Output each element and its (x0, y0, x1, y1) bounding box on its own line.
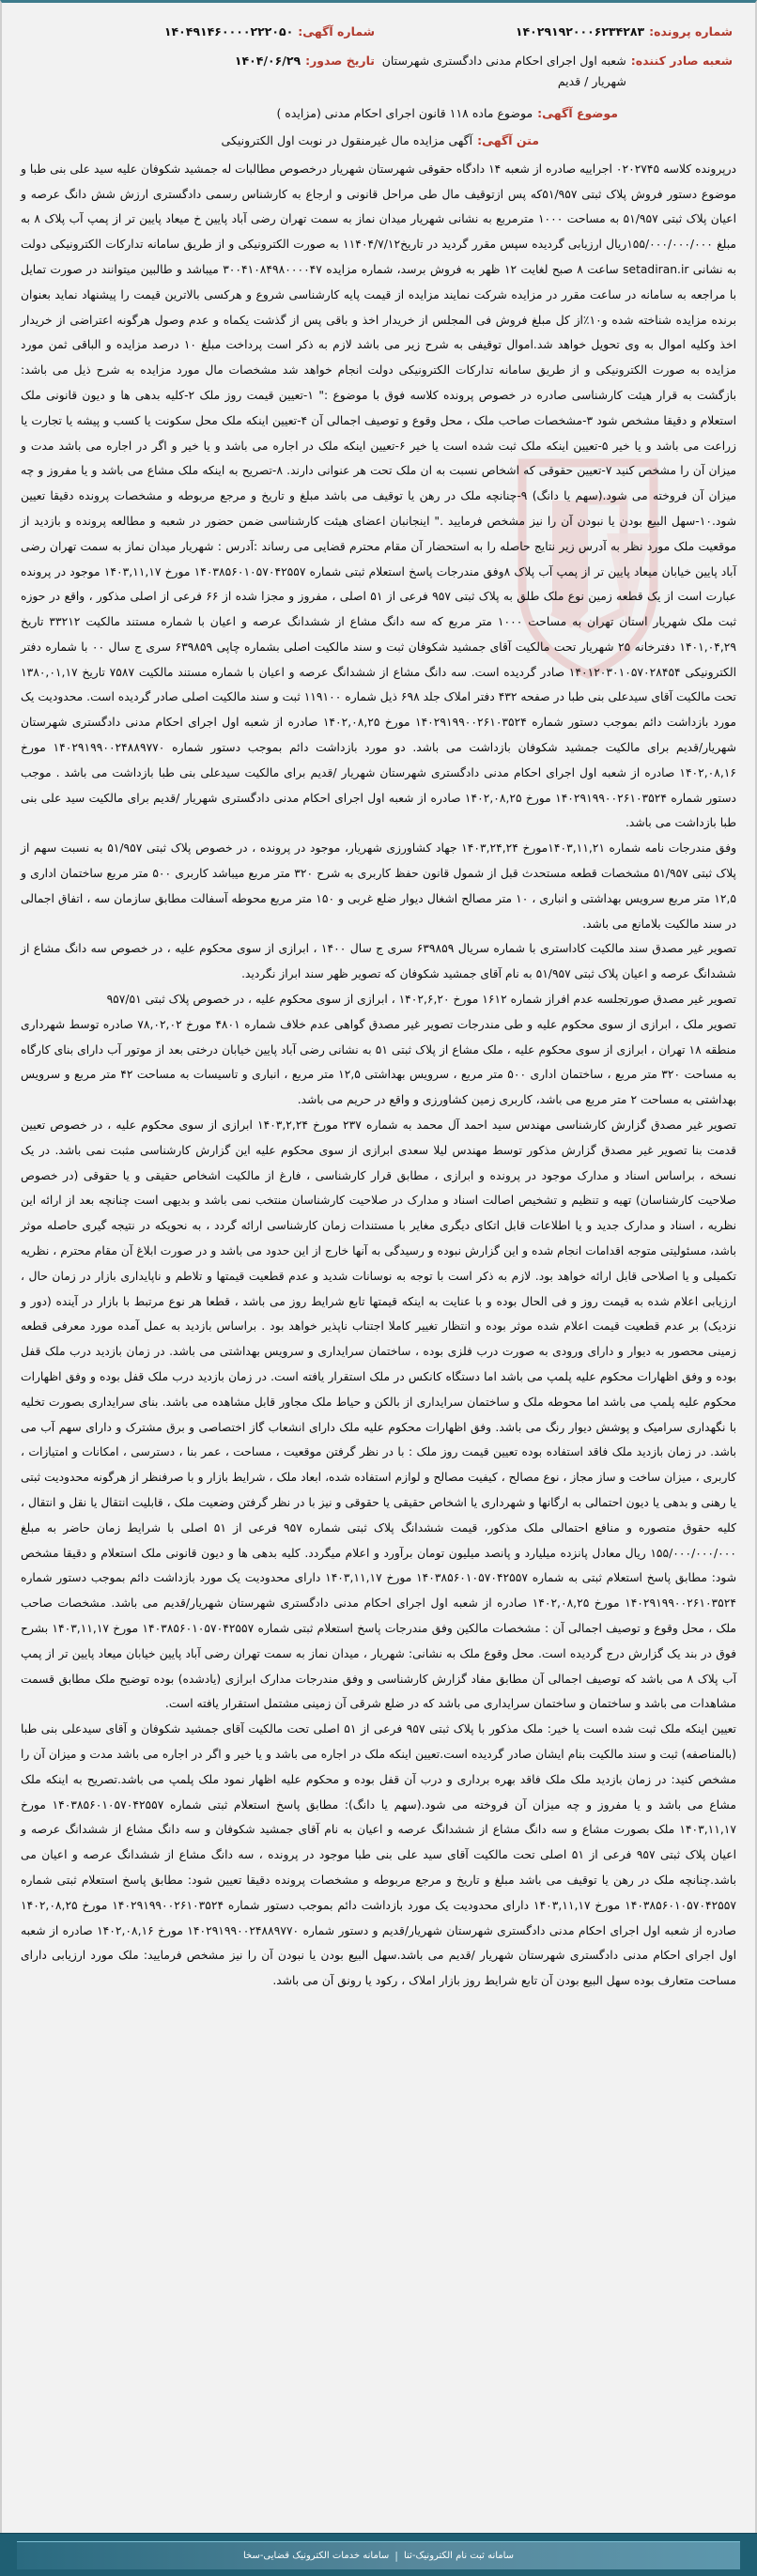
footer-links (238, 2550, 519, 2562)
issue-date-field (17, 51, 378, 70)
footer-separator: | (394, 2549, 398, 2562)
ad-number-value: ۱۴۰۴۹۱۴۶۰۰۰۰۲۲۲۰۵۰ (163, 24, 294, 39)
announcement-body (17, 157, 740, 1994)
footer-link-sakha[interactable]: سامانه ثبت نام الکترونیک-ثنا (403, 2550, 515, 2561)
body-paragraph: تعیین اینکه ملک ثبت شده است یا خیر: ملک مذکور با پلاک ثبتی ۹۵۷ فرعی از ۵۱ اصلی تحت مالکیت آقای جمشید شکوفان و آقای سیدعلی بنی طبا (بالمناصفه) ثبت و سند مالکیت بنام ایشان صادر گردیده است.تعیین اینکه ملک در اجاره می باشد و یا خیر و اگر در اجاره می باشد مدت و میزان آن را مشخص کنید: در زمان بازدید ملک ملک فاقد بهره برداری و درب آن قفل بوده و محکوم علیه اظهار نمود ملک پلمپ می باشد.تصریح به اینکه ملک مشاع می باشد و یا مفروز و چه میزان آن فروخته می شود.(سهم یا دانگ): مطابق پاسخ استعلام ثبتی شماره ۱۴۰۳۸۵۶۰۱۰۵۷۰۴۲۵۵۷ مورخ ۱۴۰۳,۱۱,۱۷ ملک بصورت مشاع و سه دانگ مشاع از ششدانگ عرصه و اعیان به نام آقای جمشید شکوفان و سه دانگ مشاع از ششدانگ عرصه و اعیان پلاک ثبتی ۹۵۷ فرعی از ۵۱ اصلی تحت مالکیت آقای سید علی بنی طبا موجود در پرونده ، سه دانگ مشاع از ششدانگ عرصه و اعیان می باشد.چنانچه ملک در رهن یا توقیف می باشد مبلغ و تاریخ و مرجع مربوطه و مشخصات پرونده دقیقا تعیین شود: مطابق پاسخ استعلام ثبتی شماره ۱۴۰۳۸۵۶۰۱۰۵۷۰۴۲۵۵۷ مورخ ۱۴۰۳,۱۱,۱۷ دارای محدودیت یک مورد بازداشت دائم بموجب دستور شماره ۱۴۰۲۹۱۹۹۰۰۲۶۱۰۳۵۲۴ مورخ ۱۴۰۲,۰۸,۲۵ صادره از شعبه اول اجرای احکام مدنی دادگستری شهرستان شهریار/قدیم و دستور شماره ۱۴۰۲۹۱۹۹۰۰۲۴۸۸۹۷۷۰ مورخ ۱۴۰۲,۰۸,۱۶ صادره از شعبه اول اجرای احکام مدنی دادگستری شهرستان شهریار /قدیم می باشد.سهل البیع بودن یا نبودن آن را نیز مشخص فرمایید: ملک مورد ارزیابی دارای مساحت متعارف بوده سهل البیع بودن آن تابع شرایط روز بازار املاک ، رکود یا رونق آن می باشد. (21, 1722, 737, 1988)
issue-date-value: ۱۴۰۴/۰۶/۲۹ (234, 54, 301, 69)
subject-value: موضوع ماده ۱۱۸ قانون اجرای احکام مدنی (مزایده ) (276, 105, 533, 120)
subject-label: موضوع آگهی: (537, 105, 618, 120)
document-header-meta (17, 22, 740, 91)
footer-link-sana[interactable]: سامانه خدمات الکترونیک قضایی-سخا (242, 2550, 390, 2561)
body-label: متن آگهی: (477, 132, 539, 147)
case-number-value: ۱۴۰۲۹۱۹۲۰۰۰۶۲۳۴۲۸۳ (515, 24, 645, 39)
body-title: آگهی مزایده مال غیرمنقول در نوبت اول الکترونیکی (221, 132, 473, 147)
body-paragraph: درپرونده کلاسه ۰۲۰۲۷۴۵ اجراییه صادره از شعبه ۱۴ دادگاه حقوقی شهرستان شهریار درخصوص مطالبات له جمشید شکوفان علیه سید علی بنی طبا و موضوع دستور فروش پلاک ثبتی ۵۱/۹۵۷که پس ازتوقیف مال طی مراحل قانونی و ارجاع به کارشناس رسمی دادگستری ارزش شش دانگ عرصه و اعیان پلاک ثبتی ۵۱/۹۵۷ به مساحت ۱۰۰۰ مترمربع به نشانی شهریار میدان نماز به سمت تهران رضی آباد پایین خ میعاد پایین تر از پمپ آب پلاک ۸ به مبلغ ۱۵۵/۰۰۰/۰۰۰/۰۰۰ریال ارزیابی گردیده سپس مقرر گردید در تاریخ۱۱۴۰۴/۷/۱۲ به صورت الکترونیکی و از طریق سامانه تدارکات الکترونیکی دولت به نشانی setadiran.ir ساعت ۸ صبح لغایت ۱۲ ظهر به فروش برسد، شماره مزایده ۳۰۰۴۱۰۸۴۹۸۰۰۰۰۴۷ میباشد و طالبین میتوانند در صورت تمایل با مراجعه به سامانه در ساعت مقرر در مزایده شرکت نمایند مزایده از قیمت پایه کارشناسی شروع و هرکسی بالاترین قیمت را پیشنهاد نماید بعنوان برنده مزایده شناخته شده و۱۰٪از کل مبلغ فروش فی المجلس از خریدار اخذ و باقی پس از گذشت یکماه و عدم وصول هرگونه اعتراضی از خریدار اخذ وکلیه اموال به وی تحویل خواهد شد.اموال توقیفی به شرح زیر می باشد لازم به ذکر است پرداخت مبلغ ۱۰ درصد مزایده و الباقی ثمن مورد مزایده به صورت الکترونیکی و از طریق سامانه تدارکات الکترونیکی دولت انجام خواهد شد مشخصات مال مورد مزایده به شرح ذیل می باشد: بازگشت به قرار هیئت کارشناسی صادره در خصوص پرونده کلاسه فوق با موضوع :" ۱-تعیین قیمت روز ملک ۲-کلیه بدهی ها و دیون قانونی ملک استعلام و دقیقا مشخص شود ۳-مشخصات صاحب ملک ، محل وقوع و توصیف اجمالی آن ۴-تعیین اینکه ملک محل سکونت یا کسب و پیشه یا تجارت یا زراعت می باشد و یا خیر ۵-تعیین اینکه ملک ثبت شده است یا خیر ۶-تعیین اینکه ملک در اجاره می باشد و یا خیر و اگر در اجاره می باشد مدت و میزان آن را مشخص کنید ۷-تعیین حقوقی که اشخاص نسبت به ان ملک تحت هر عنوانی دارند. ۸-تصریح به اینکه ملک مشاع می باشد و یا مفروز و چه میزان آن فروخته می شود.(سهم یا دانگ) ۹-چنانچه ملک در رهن یا توقیف می باشد مبلغ و تاریخ و مرجع مربوطه و مشخصات پرونده دقیقا تعیین شود.۱۰-سهل البیع بودن یا نبودن آن را نیز مشخص فرمایید ." اینجانبان اعضای هیئت کارشناسی ضمن حضور در شعبه و مطالعه پرونده و بازدید از موقعیت ملک مورد نظر به آدرس زیر نتایج حاصله را به استحضار آن مقام محترم قضایی می رساند :آدرس : شهریار میدان نماز به سمت تهران رضی آباد پایین خیابان میعاد پایین تر از پمپ آب پلاک ۸وفق مندرجات پاسخ استعلام ثبتی شماره ۱۴۰۳۸۵۶۰۱۰۵۷۰۴۲۵۵۷ مورخ ۱۴۰۳,۱۱,۱۷ موجود در پرونده عبارت است از یک قطعه زمین نوع ملک طلق به پلاک ثبتی ۹۵۷ فرعی از ۵۱ اصلی ، مفروز و مجزا شده از ۶۶ فرعی از اصلی مذکور ، واقع در حوزه ثبت ملک شهریار استان تهران به مساحت ۱۰۰۰ متر مربع که سه دانگ مشاع از ششدانگ عرصه و اعیان با شماره مستند مالکیت ۳۳۲۱۲ تاریخ ۱۴۰۱,۰۴,۲۹ دفترخانه ۲۵ شهریار تحت مالکیت آقای جمشید شکوفان ثبت و سند مالکیت اصلی بشماره چاپی ۶۳۹۸۵۹ سری ج سال ۰۰ با شماره دفتر الکترونیکی ۱۴۰۱۲۰۳۰۱۰۵۷۰۲۸۴۵۴ صادر گردیده است. سه دانگ مشاع از ششدانگ عرصه و اعیان با شماره مستند مالکیت ۷۵۸۷ تاریخ ۱۳۸۰,۰۱,۱۷ تحت مالکیت آقای سیدعلی بنی طبا در صفحه ۴۳۲ دفتر املاک جلد ۶۹۸ ذیل شماره ۱۱۹۱۰۰ ثبت و سند مالکیت اصلی صادر گردیده است. محدودیت یک مورد بازداشت دائم بموجب دستور شماره ۱۴۰۲۹۱۹۹۰۰۲۶۱۰۳۵۲۴ مورخ ۱۴۰۲,۰۸,۲۵ صادره از شعبه اول اجرای احکام مدنی دادگستری شهرستان شهریار/قدیم برای مالکیت جمشید شکوفان بازداشت می باشد. دو مورد بازداشت دائم بموجب دستور شماره ۱۴۰۲۹۱۹۹۰۰۲۴۸۸۹۷۷۰ مورخ ۱۴۰۲,۰۸,۱۶ صادره از شعبه اول اجرای احکام مدنی دادگستری شهرستان شهریار /قدیم برای مالکیت سیدعلی بنی طبا بازداشت می باشد . موجب دستور شماره ۱۴۰۲۹۱۹۹۰۰۲۶۱۰۳۵۲۴ مورخ ۱۴۰۲,۰۸,۲۵ صادره از شعبه اول اجرای احکام مدنی دادگستری شهریار /قدیم برای مالکیت سید علی بنی طبا بازداشت می باشد. (21, 162, 737, 830)
meta-row-numbers (17, 22, 740, 41)
ad-number-label: شماره آگهی: (298, 24, 375, 39)
body-title-field (17, 133, 740, 147)
ad-number-field (17, 22, 378, 41)
body-paragraph: وفق مندرجات نامه شماره ۱۴۰۳,۱۱,۲۱مورخ ۱۴۰۳,۲۴,۲۴ جهاد کشاورزی شهریار، موجود در پرونده ، در خصوص پلاک ثبتی ۵۱/۹۵۷ به نسبت سهم از پلاک ثبتی ۵۱/۹۵۷ مشخصات قطعه مستحدث قبل از شمول قانون حفظ کاربری به شرح ۳۲۰ متر مربع میباشد کاربری ۵۰۰ متر مربع ساختمان اداری و ۱۲,۵ متر مربع سرویس بهداشتی و انباری ، ۱۰ متر مصالح اشغال دیوار ضلع غربی و ۱۵۰ متر مربع محوطه آسفالت مطابق سازمان سه ، اتفاق اجمالی در سند مالکیت بلامانع می باشد. (21, 841, 737, 931)
case-number-field (378, 22, 740, 41)
issuing-branch-value: شعبه اول اجرای احکام مدنی دادگستری شهرستان شهریار / قدیم (381, 54, 626, 88)
footer-bar (17, 2541, 740, 2569)
issuing-branch-field (378, 51, 740, 91)
body-paragraph: تصویر غیر مصدق سند مالکیت کاداستری با شماره سریال ۶۳۹۸۵۹ سری ج سال ۱۴۰۰ ، ابرازی از سوی محکوم علیه ، در خصوص سه دانگ مشاع از ششدانگ عرصه و اعیان پلاک ثبتی ۵۱/۹۵۷ به نام آقای جمشید شکوفان که تصویر ظهر سند ابراز نگردید. (21, 942, 736, 981)
case-number-label: شماره پرونده: (649, 24, 733, 39)
page-footer (0, 2533, 757, 2576)
issuing-branch-label: شعبه صادر کننده: (630, 54, 733, 69)
issue-date-label: تاریخ صدور: (305, 54, 375, 69)
body-paragraph: تصویر غیر مصدق گزارش کارشناسی مهندس سید احمد آل محمد به شماره ۲۳۷ مورخ ۱۴۰۳,۲,۲۴ ابرازی از سوی محکوم علیه ، در خصوص تعیین قدمت بنا تصویر غیر مصدق گزارش مذکور توسط مهندس لیلا سعدی ابرازی از سوی محکوم علیه این گزارش کارشناسی مثبت نمی باشد. در یک نسخه ، براساس اسناد و مدارک موجود در پرونده و ابرازی ، مطابق قرار کارشناسی ، فارغ از مالکیت اشخاص حقیقی و یا حقوقی (در خصوص صلاحیت کارشناسان) تهیه و تنظیم و تشخیص اصالت اسناد و مدارک در صلاحیت کارشناسان منتخب نمی باشد و بدیهی است چنانچه بعد از ارائه این نظریه ، اسناد و مدارک جدید و یا اطلاعات قابل اتکای دیگری مغایر با مستندات زمان کارشناسی ارائه گردد ، به نحویکه در نتیجه گیری حاصله موثر باشد، مسئولیتی متوجه اقدامات انجام شده و این گزارش نبوده و رسیدگی به آنها خارج از این حدود می باشد و در صورت ابلاغ آن مقام محترم ، نظریه تکمیلی و یا اصلاحی قابل ارائه خواهد بود. لازم به ذکر است با توجه به نوسانات شدید و عدم قطعیت قیمتها و تلاطم و ناپایداری بازار در زمان حال ، ارزیابی اعلام شده به قیمت روز و فی الحال بوده و با عنایت به اینکه قیمتها تابع شرایط روز می باشد ، قطعا هر نوع مرتبط با بازار در آینده (دور و نزدیک) بر عدم قطعیت قیمت اعلام شده موثر بوده و انتظار تغییر کاملا اجتناب ناپذیر خواهد بود . براساس بازدید به عمل آمده مورد معرفی قطعه زمینی محصور به دیوار و دارای ورودی به صورت درب فلزی بوده ، ساختمان سرایداری و سرویس بهداشتی می باشد. در زمان بازدید درب ملک قفل بوده و وفق اظهارات محکوم علیه پلمپ می باشد اما دستگاه کانکس در ملک استقرار یافته است. در زمان بازدید درب ملک قفل بوده و وفق اظهارات محکوم علیه پلمپ می باشد اما محوطه ملک و ساختمان سرایداری از بالکن و حیاط ملک مجاور قابل مشاهده می باشد. بنای سرایداری بصورت تخلیه با نگهداری سرامیک و پوشش دیوار رنگ می باشد. وفق اظهارات محکوم علیه ملک دارای انشعاب گاز اختصاصی و برق مشترک و دارای سهم آب می باشد. در زمان بازدید ملک فاقد استفاده بوده تعیین قیمت روز ملک : با در نظر گرفتن موقعیت ، مساحت ، عمر بنا ، دسترسی ، امکانات و امتیازات ، کاربری ، میزان ساخت و ساز مجاز ، نوع مصالح ، کیفیت مصالح و لوازم استفاده شده، ابعاد ملک ، شرایط بازار و با صرفنظر از هرگونه محدودیت ثبتی یا رهنی و بدهی یا دیون احتمالی به ارگانها و شهرداری یا اشخاص حقیقی یا حقوقی و نیز با در نظر گرفتن وضعیت ملک ، قابلیت انتقال یا نقل و انتقال ، کلیه حقوق متصوره و منافع احتمالی ملک مذکور، قیمت ششدانگ پلاک ثبتی شماره ۹۵۷ فرعی از ۵۱ اصلی با شرایط زمان حاضر به مبلغ ۱۵۵/۰۰۰/۰۰۰/۰۰۰ ریال معادل پانزده میلیارد و پانصد میلیون تومان برآورد و اعلام میگردد. کلیه بدهی ها و دیون قانونی ملک استعلام و دقیقا مشخص شود: مطابق پاسخ استعلام ثبتی به شماره ۱۴۰۳۸۵۶۰۱۰۵۷۰۴۲۵۵۷ مورخ ۱۴۰۳,۱۱,۱۷ دارای محدودیت یک مورد بازداشت دائم بموجب دستور شماره ۱۴۰۲۹۱۹۹۰۰۲۶۱۰۳۵۲۴ مورخ ۱۴۰۲,۰۸,۲۵ صادره از شعبه اول اجرای احکام مدنی دادگستری شهرستان شهریار/قدیم می باشد. مشخصات صاحب ملک ، محل وقوع و توصیف اجمالی آن : مشخصات مالکین وفق مندرجات پاسخ استعلام ثبتی شماره ۱۴۰۳۸۵۶۰۱۰۵۷۰۴۲۵۵۷ مورخ ۱۴۰۳,۱۱,۱۷ بشرح فوق در بند یک گزارش درج گردیده است. محل وقوع ملک به نشانی: شهریار ، میدان نماز به سمت تهران رضی آباد پایین خیابان میعاد پایین تر از پمپ آب پلاک ۸ می باشد که توصیف اجمالی آن مطابق مفاد گزارش کارشناسی و وفق مندرجات مدارک ابرازی (یادشده) بوده توضیح ملک مطابق قسمت مشاهدات می باشد و ساختمان و ساختمان سرایداری می باشد که در ضلع شرقی آن زمینی مشتمل استقرار یافته است. (21, 1118, 737, 1711)
body-paragraph: تصویر ملک ، ابرازی از سوی محکوم علیه و طی مندرجات تصویر غیر مصدق گواهی عدم خلاف شماره ۴۸۰۱ مورخ ۷۸,۰۲,۰۲ صادره توسط شهرداری منطقه ۱۸ تهران ، ابرازی از سوی محکوم علیه ، ملک مشاع از پلاک ثبتی ۵۱ به نشانی رضی آباد پایین خیابان درختی بعد از موتور آب دارای بنای کارگاه به مساحت ۳۲۰ متر مربع ، ساختمان اداری ۵۰۰ متر مربع ، سرویس بهداشتی ۱۲,۵ متر مربع ، انباری و تاسیسات به مساحت ۴۲ متر مربع و سرویس بهداشتی به مساحت ۲ متر مربع می باشد، کاربری زمین کشاورزی و واقع در حریم می باشد. (21, 1017, 737, 1107)
body-paragraph: تصویر غیر مصدق صورتجلسه عدم افراز شماره ۱۶۱۲ مورخ ۱۴۰۲,۶,۲۰ ، ابرازی از سوی محکوم علیه ، در خصوص پلاک ثبتی ۹۵۷/۵۱ (106, 993, 736, 1007)
meta-row-branch-date (17, 51, 740, 91)
subject-field (17, 106, 740, 120)
